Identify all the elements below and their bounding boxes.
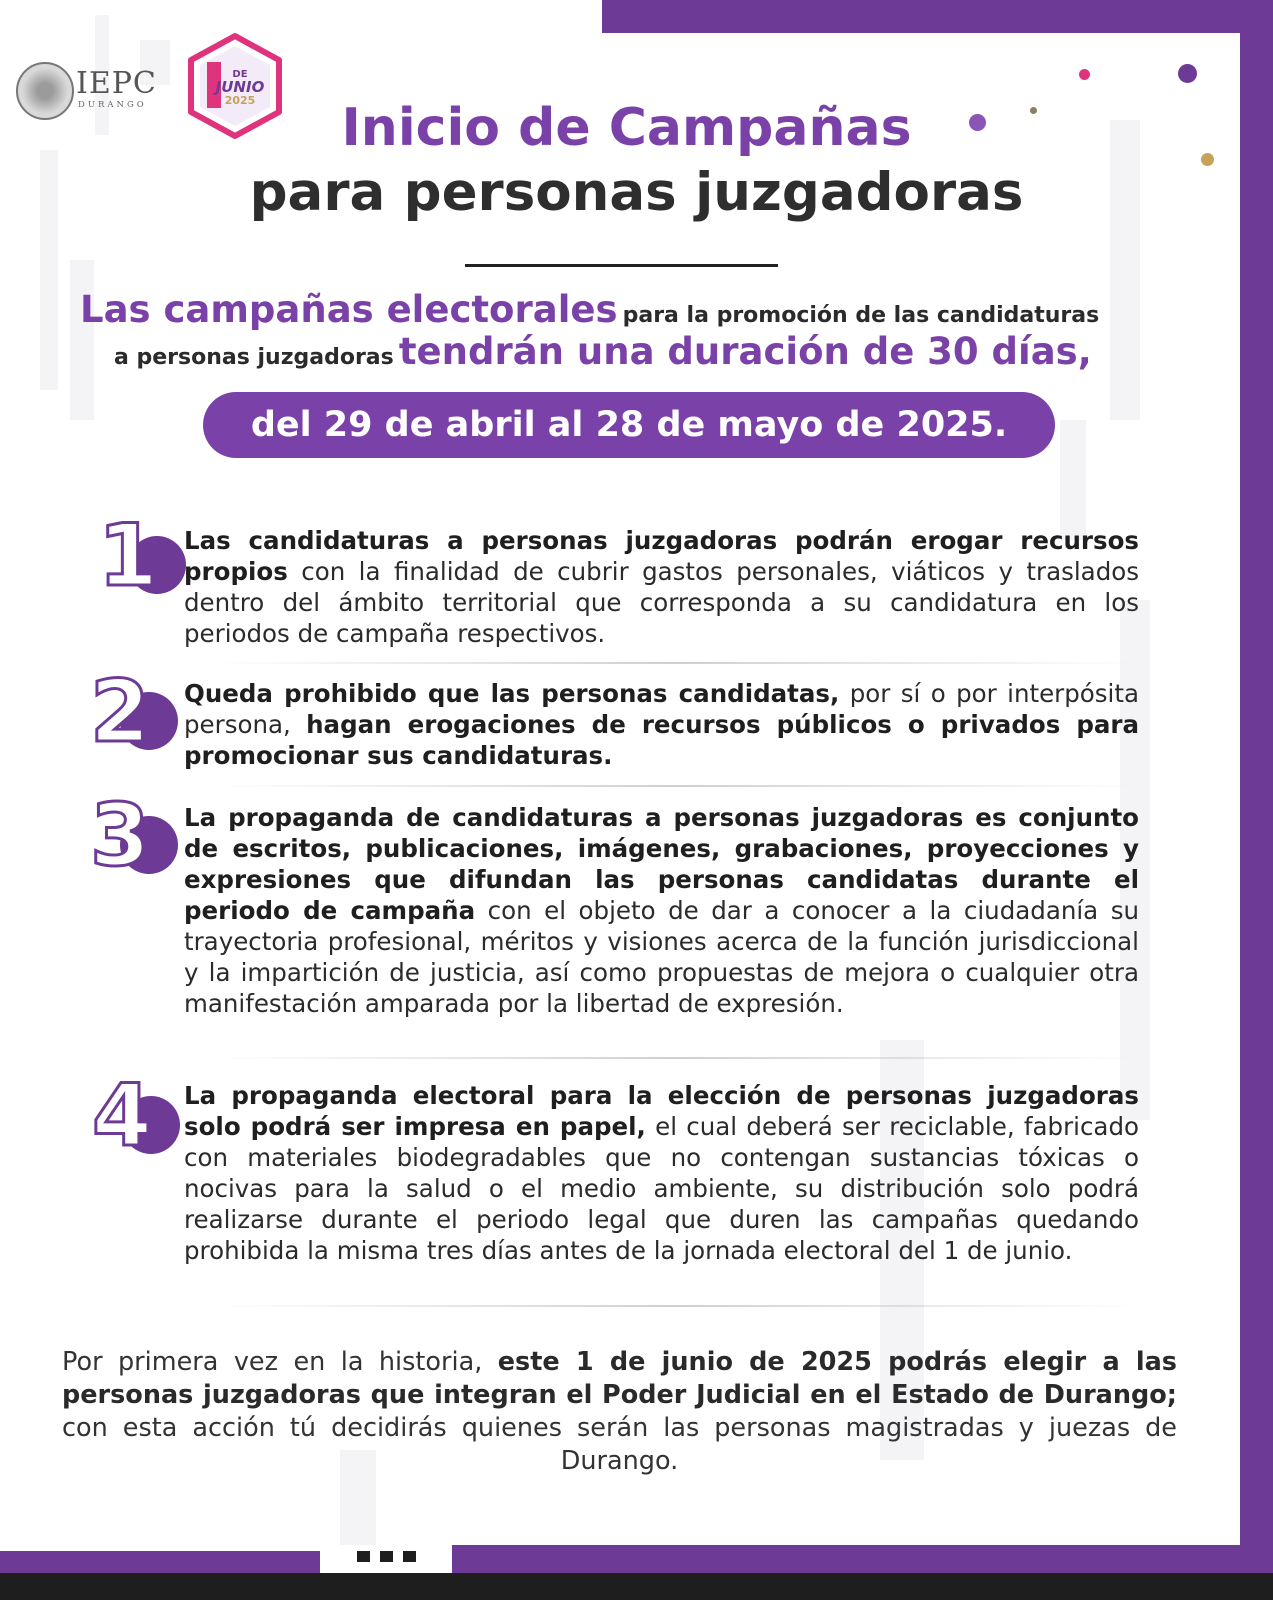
item-text: por sí o por interpósita persona,: [184, 679, 1139, 739]
number-3-icon: 3: [90, 798, 180, 888]
item-separator: [215, 785, 1139, 787]
page-title-line1: Inicio de Campañas: [341, 98, 912, 158]
item-text: con el objeto de dar a conocer a la ciudadanía su trayectoria profesional, méritos y visiones acerca de la función jurisdiccional y la impartición de justicia, así como propuestas de mejora o cualquier otra manifestación amparada por la libertad de expresión.: [184, 896, 1139, 1018]
list-item: [184, 678, 1139, 771]
intro-text: para la promoción de las candidaturas: [622, 303, 1100, 328]
number-1-icon: 1: [98, 518, 188, 608]
list-item: [184, 1080, 1139, 1266]
item-bold-text: Las candidaturas a personas juzgadoras podrán erogar recursos propios: [184, 526, 1139, 586]
intro-line1: [80, 288, 1180, 331]
iepc-logo-text: IEPC: [76, 66, 157, 101]
item-bold-text: hagan erogaciones de recursos públicos o privados para promocionar sus candidaturas.: [184, 710, 1140, 770]
item-separator: [215, 1305, 1139, 1307]
title-divider: [465, 264, 778, 267]
list-item: [184, 802, 1139, 1019]
number-2-icon: 2: [90, 674, 180, 764]
item-bold-text: Queda prohibido que las personas candidatas,: [184, 679, 840, 708]
intro-line2: [114, 330, 1214, 373]
intro-highlight: Las campañas electorales: [80, 288, 618, 331]
footer-text: Por primera vez en la historia, este 1 de junio de 2025 podrás elegir a las personas juzgadoras que integran el Poder Judicial en el Estado de Durango; con esta acción tú decidirás quienes serán las personas magistradas y juezas de Durango.: [62, 1347, 1177, 1476]
background-bar: [70, 260, 94, 420]
page-title-line2: para personas juzgadoras: [249, 162, 1024, 223]
list-item: [184, 525, 1139, 649]
frame-bottom-right-bar: [452, 1545, 1273, 1573]
intro-highlight: tendrán una duración de 30 días,: [398, 330, 1092, 373]
footer-bold-text: este 1 de junio de 2025 podrás elegir a las personas juzgadoras que integran el Poder Judicial en el Estado de Durango;: [62, 1347, 1177, 1410]
frame-right-bar: [1240, 0, 1273, 1545]
decorative-dot: [1079, 69, 1090, 80]
item-text: con la finalidad de cubrir gastos personales, viáticos y traslados dentro del ámbito territorial que corresponda a su candidatura en los periodos de campaña respectivos.: [184, 557, 1139, 648]
number-4-icon: 4: [92, 1078, 182, 1168]
background-bar: [1060, 420, 1086, 540]
decorative-squares: [357, 1551, 416, 1562]
item-bold-text: La propaganda de candidaturas a personas juzgadoras es conjunto de escritos, publicaciones, imágenes, grabaciones, proyecciones y expresiones que difundan las personas candidatas durante el periodo de campaña: [184, 803, 1139, 925]
frame-black-bar: [0, 1573, 1273, 1600]
intro-text: a personas juzgadoras: [114, 345, 394, 370]
item-separator: [215, 1057, 1139, 1059]
item-separator: [215, 662, 1139, 664]
frame-bottom-left-bar: [0, 1551, 320, 1573]
iepc-logo-subtitle: DURANGO: [78, 100, 147, 110]
date-range-pill: del 29 de abril al 28 de mayo de 2025.: [203, 392, 1055, 458]
item-bold-text: La propaganda electoral para la elección de personas juzgadoras solo podrá ser impresa en papel,: [184, 1081, 1139, 1141]
decorative-dot: [1178, 64, 1197, 83]
badge-text: DE JUNIO 2025: [215, 69, 265, 107]
frame-top-bar: [602, 0, 1273, 33]
item-text: el cual deberá ser reciclable, fabricado con materiales biodegradables que no contengan sustancias tóxicas o nocivas para la salud o el medio ambiente, su distribución solo podrá realizarse durante el periodo legal que duren las campañas quedando prohibida la misma tres días antes de la jornada electoral del 1 de junio.: [184, 1112, 1139, 1265]
